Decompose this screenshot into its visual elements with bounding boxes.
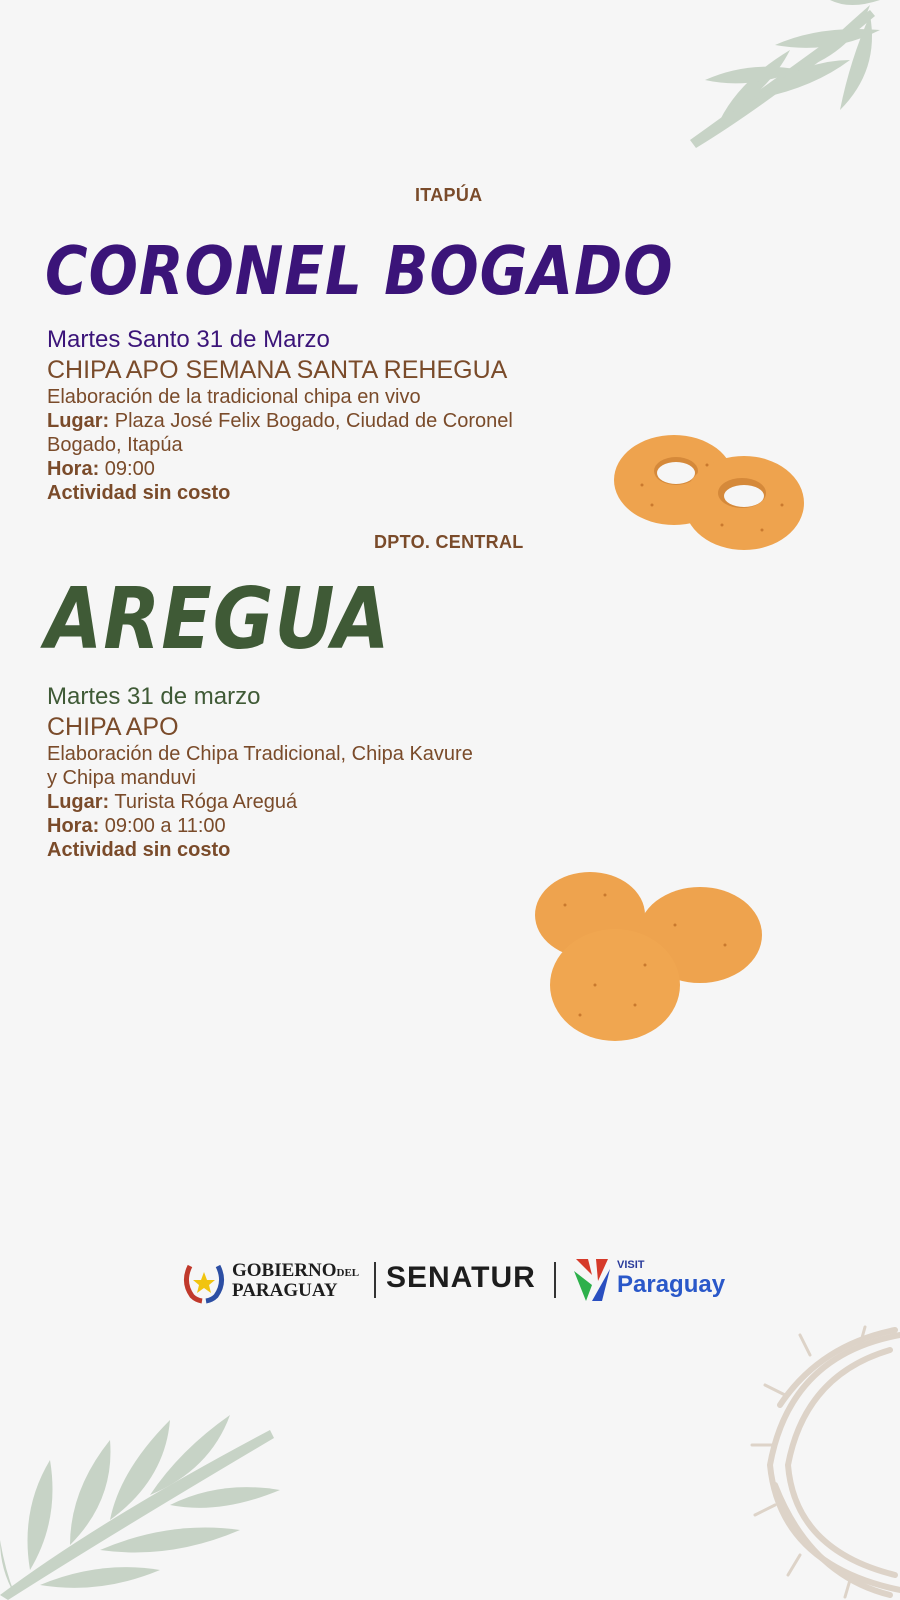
city-title-aregua: AREGUA xyxy=(45,570,391,669)
event-place xyxy=(47,790,587,814)
place-label: Lugar: xyxy=(47,791,110,813)
palm-leaf-bottom-left xyxy=(0,1410,290,1600)
event-aregua xyxy=(47,682,587,862)
event-name: CHIPA APO SEMANA SANTA REHEGUA xyxy=(47,356,508,384)
event-coronel-bogado xyxy=(47,325,587,505)
separator xyxy=(554,1262,556,1298)
event-description: Elaboración de Chipa Tradicional, Chipa Kavure xyxy=(47,743,473,765)
paraguay-seal-icon xyxy=(182,1260,226,1304)
place-value: Turista Róga Areguá xyxy=(109,791,298,813)
event-description: Elaboración de la tradicional chipa en vivo xyxy=(47,386,421,408)
chipa-rings-illustration xyxy=(612,435,812,560)
event-time xyxy=(47,457,587,481)
event-name: CHIPA APO xyxy=(47,713,179,741)
time-label: Hora: xyxy=(47,458,100,480)
time-value: 09:00 a 11:00 xyxy=(99,815,226,837)
event-date: Martes Santo 31 de Marzo xyxy=(47,326,330,353)
time-label: Hora: xyxy=(47,815,100,837)
visit-paraguay-logo xyxy=(572,1255,726,1303)
event-time xyxy=(47,814,587,838)
footer-logos xyxy=(0,1252,900,1302)
event-cost: Actividad sin costo xyxy=(47,839,231,861)
palm-leaf-top-right xyxy=(680,0,900,170)
event-place-cont: Bogado, Itapúa xyxy=(47,434,183,456)
place-value: Plaza José Felix Bogado, Ciudad de Coronel xyxy=(109,410,513,432)
visit-text: VISIT xyxy=(617,1259,645,1271)
city-title-coronel-bogado: CORONEL BOGADO xyxy=(45,232,674,311)
event-cost: Actividad sin costo xyxy=(47,482,231,504)
region-label-itapua: ITAPÚA xyxy=(415,185,483,205)
event-description-cont: y Chipa manduvi xyxy=(47,767,196,789)
senatur-logo: SENATUR xyxy=(386,1261,536,1294)
visit-paraguay-mark-icon xyxy=(572,1255,612,1303)
place-label: Lugar: xyxy=(47,410,110,432)
separator xyxy=(374,1262,376,1298)
paraguay-text: Paraguay xyxy=(617,1271,726,1298)
chipa-balls-illustration xyxy=(535,865,765,1045)
crown-of-thorns-decoration xyxy=(750,1325,900,1600)
gobierno-text: GOBIERNODEL PARAGUAY xyxy=(232,1260,360,1301)
region-label-central: DPTO. CENTRAL xyxy=(374,532,524,552)
time-value: 09:00 xyxy=(99,458,155,480)
event-place xyxy=(47,409,587,433)
gobierno-logo xyxy=(182,1260,367,1300)
event-date: Martes 31 de marzo xyxy=(47,683,261,710)
